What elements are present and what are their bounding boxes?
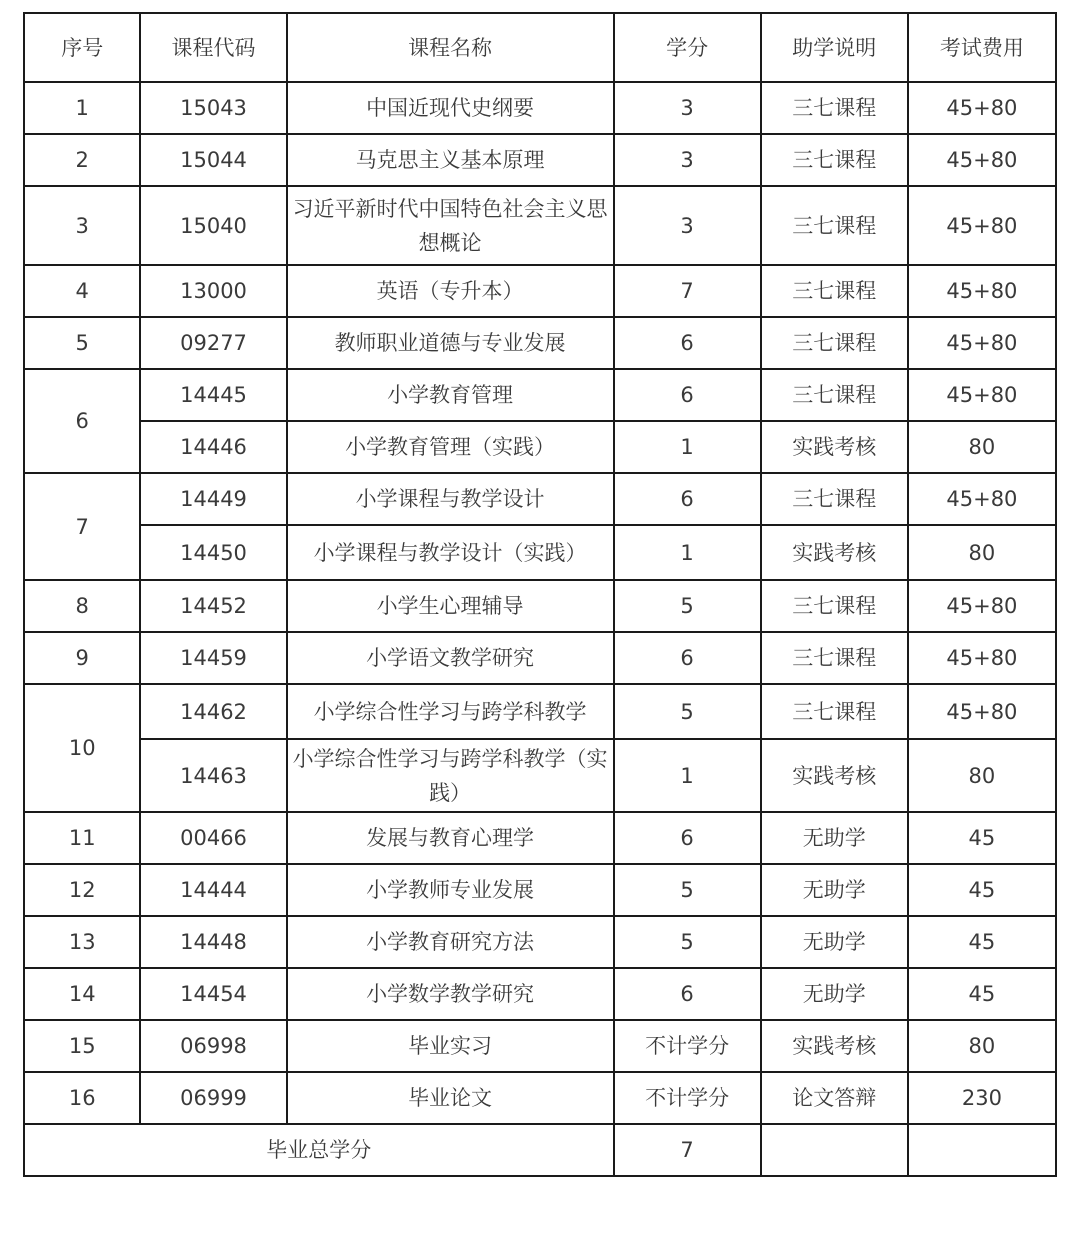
- cell-code: 06998: [140, 1020, 286, 1072]
- header-name: 课程名称: [287, 13, 614, 82]
- cell-name: 中国近现代史纲要: [287, 82, 614, 134]
- cell-name: 英语（专升本）: [287, 265, 614, 317]
- cell-no: 6: [24, 369, 140, 473]
- cell-fee: 45: [908, 916, 1056, 968]
- table-row: [24, 1072, 1056, 1124]
- cell-credit: 1: [614, 739, 761, 812]
- cell-credit: 3: [614, 134, 761, 186]
- table-row: [24, 473, 1056, 525]
- table-row: [24, 1020, 1056, 1072]
- cell-name: 习近平新时代中国特色社会主义思想概论: [287, 186, 614, 265]
- total-credit: 7: [614, 1124, 761, 1176]
- header-credit: 学分: [614, 13, 761, 82]
- header-no: 序号: [24, 13, 140, 82]
- cell-fee: 45+80: [908, 134, 1056, 186]
- total-label: 毕业总学分: [24, 1124, 614, 1176]
- header-fee: 考试费用: [908, 13, 1056, 82]
- cell-code: 15044: [140, 134, 286, 186]
- cell-note: 无助学: [761, 968, 908, 1020]
- cell-note: 三七课程: [761, 369, 908, 421]
- table-row: [24, 864, 1056, 916]
- cell-credit: 6: [614, 473, 761, 525]
- cell-code: 15040: [140, 186, 286, 265]
- table-row: [24, 632, 1056, 684]
- cell-name: 小学综合性学习与跨学科教学: [287, 684, 614, 739]
- cell-fee: 45+80: [908, 580, 1056, 632]
- cell-code: 14445: [140, 369, 286, 421]
- table-row: [24, 684, 1056, 739]
- cell-note: 三七课程: [761, 580, 908, 632]
- cell-name: 小学综合性学习与跨学科教学（实践）: [287, 739, 614, 812]
- cell-note: 无助学: [761, 864, 908, 916]
- cell-note: 实践考核: [761, 739, 908, 812]
- total-fee: [908, 1124, 1056, 1176]
- cell-name: 毕业实习: [287, 1020, 614, 1072]
- cell-credit: 5: [614, 580, 761, 632]
- cell-fee: 45+80: [908, 317, 1056, 369]
- cell-no: 10: [24, 684, 140, 812]
- cell-note: 三七课程: [761, 134, 908, 186]
- cell-no: 14: [24, 968, 140, 1020]
- cell-credit: 5: [614, 864, 761, 916]
- cell-credit: 不计学分: [614, 1020, 761, 1072]
- cell-note: 三七课程: [761, 82, 908, 134]
- cell-fee: 80: [908, 421, 1056, 473]
- cell-name: 毕业论文: [287, 1072, 614, 1124]
- cell-code: 13000: [140, 265, 286, 317]
- cell-name: 马克思主义基本原理: [287, 134, 614, 186]
- cell-name: 小学教育管理: [287, 369, 614, 421]
- cell-fee: 45: [908, 812, 1056, 864]
- cell-no: 16: [24, 1072, 140, 1124]
- cell-name: 小学生心理辅导: [287, 580, 614, 632]
- cell-name: 教师职业道德与专业发展: [287, 317, 614, 369]
- cell-no: 8: [24, 580, 140, 632]
- cell-no: 2: [24, 134, 140, 186]
- cell-no: 3: [24, 186, 140, 265]
- cell-fee: 45+80: [908, 473, 1056, 525]
- cell-note: 三七课程: [761, 473, 908, 525]
- cell-no: 9: [24, 632, 140, 684]
- cell-code: 06999: [140, 1072, 286, 1124]
- cell-name: 发展与教育心理学: [287, 812, 614, 864]
- cell-name: 小学数学教学研究: [287, 968, 614, 1020]
- cell-credit: 不计学分: [614, 1072, 761, 1124]
- header-code: 课程代码: [140, 13, 286, 82]
- cell-note: 三七课程: [761, 186, 908, 265]
- cell-credit: 3: [614, 186, 761, 265]
- table-row: [24, 812, 1056, 864]
- cell-code: 14452: [140, 580, 286, 632]
- cell-code: 14446: [140, 421, 286, 473]
- cell-code: 14448: [140, 916, 286, 968]
- table-row: [24, 739, 1056, 812]
- table-row: [24, 265, 1056, 317]
- table-row: [24, 421, 1056, 473]
- cell-code: 14454: [140, 968, 286, 1020]
- table-row: [24, 525, 1056, 580]
- cell-credit: 3: [614, 82, 761, 134]
- cell-credit: 7: [614, 265, 761, 317]
- cell-code: 15043: [140, 82, 286, 134]
- cell-fee: 45+80: [908, 265, 1056, 317]
- cell-fee: 45+80: [908, 632, 1056, 684]
- cell-name: 小学语文教学研究: [287, 632, 614, 684]
- cell-credit: 6: [614, 968, 761, 1020]
- cell-code: 00466: [140, 812, 286, 864]
- cell-note: 三七课程: [761, 684, 908, 739]
- cell-credit: 1: [614, 421, 761, 473]
- cell-code: 09277: [140, 317, 286, 369]
- cell-no: 1: [24, 82, 140, 134]
- header-row: [24, 13, 1056, 82]
- cell-code: 14462: [140, 684, 286, 739]
- cell-credit: 5: [614, 684, 761, 739]
- cell-code: 14450: [140, 525, 286, 580]
- cell-code: 14444: [140, 864, 286, 916]
- cell-name: 小学教育研究方法: [287, 916, 614, 968]
- table-row: [24, 82, 1056, 134]
- cell-name: 小学课程与教学设计: [287, 473, 614, 525]
- cell-no: 7: [24, 473, 140, 580]
- cell-fee: 80: [908, 739, 1056, 812]
- cell-credit: 6: [614, 632, 761, 684]
- cell-fee: 45: [908, 968, 1056, 1020]
- cell-code: 14463: [140, 739, 286, 812]
- cell-no: 13: [24, 916, 140, 968]
- table-row: [24, 317, 1056, 369]
- table-row: [24, 369, 1056, 421]
- cell-no: 4: [24, 265, 140, 317]
- cell-note: 三七课程: [761, 632, 908, 684]
- cell-name: 小学课程与教学设计（实践）: [287, 525, 614, 580]
- cell-no: 11: [24, 812, 140, 864]
- cell-fee: 45+80: [908, 684, 1056, 739]
- cell-fee: 45: [908, 864, 1056, 916]
- table-row: [24, 134, 1056, 186]
- cell-credit: 6: [614, 317, 761, 369]
- table-row: [24, 580, 1056, 632]
- cell-no: 5: [24, 317, 140, 369]
- cell-code: 14459: [140, 632, 286, 684]
- cell-credit: 5: [614, 916, 761, 968]
- cell-fee: 230: [908, 1072, 1056, 1124]
- cell-credit: 6: [614, 369, 761, 421]
- cell-credit: 1: [614, 525, 761, 580]
- cell-note: 无助学: [761, 812, 908, 864]
- course-table: [23, 12, 1057, 1177]
- table-row: [24, 186, 1056, 265]
- cell-name: 小学教育管理（实践）: [287, 421, 614, 473]
- cell-fee: 45+80: [908, 369, 1056, 421]
- table-row: [24, 916, 1056, 968]
- cell-no: 12: [24, 864, 140, 916]
- cell-fee: 80: [908, 525, 1056, 580]
- cell-note: 无助学: [761, 916, 908, 968]
- cell-note: 实践考核: [761, 1020, 908, 1072]
- cell-no: 15: [24, 1020, 140, 1072]
- cell-note: 三七课程: [761, 317, 908, 369]
- cell-name: 小学教师专业发展: [287, 864, 614, 916]
- cell-code: 14449: [140, 473, 286, 525]
- cell-note: 论文答辩: [761, 1072, 908, 1124]
- cell-fee: 45+80: [908, 186, 1056, 265]
- cell-fee: 80: [908, 1020, 1056, 1072]
- cell-note: 实践考核: [761, 421, 908, 473]
- cell-note: 实践考核: [761, 525, 908, 580]
- total-note: [761, 1124, 908, 1176]
- cell-credit: 6: [614, 812, 761, 864]
- header-note: 助学说明: [761, 13, 908, 82]
- cell-fee: 45+80: [908, 82, 1056, 134]
- table-row: [24, 968, 1056, 1020]
- cell-note: 三七课程: [761, 265, 908, 317]
- total-row: [24, 1124, 1056, 1176]
